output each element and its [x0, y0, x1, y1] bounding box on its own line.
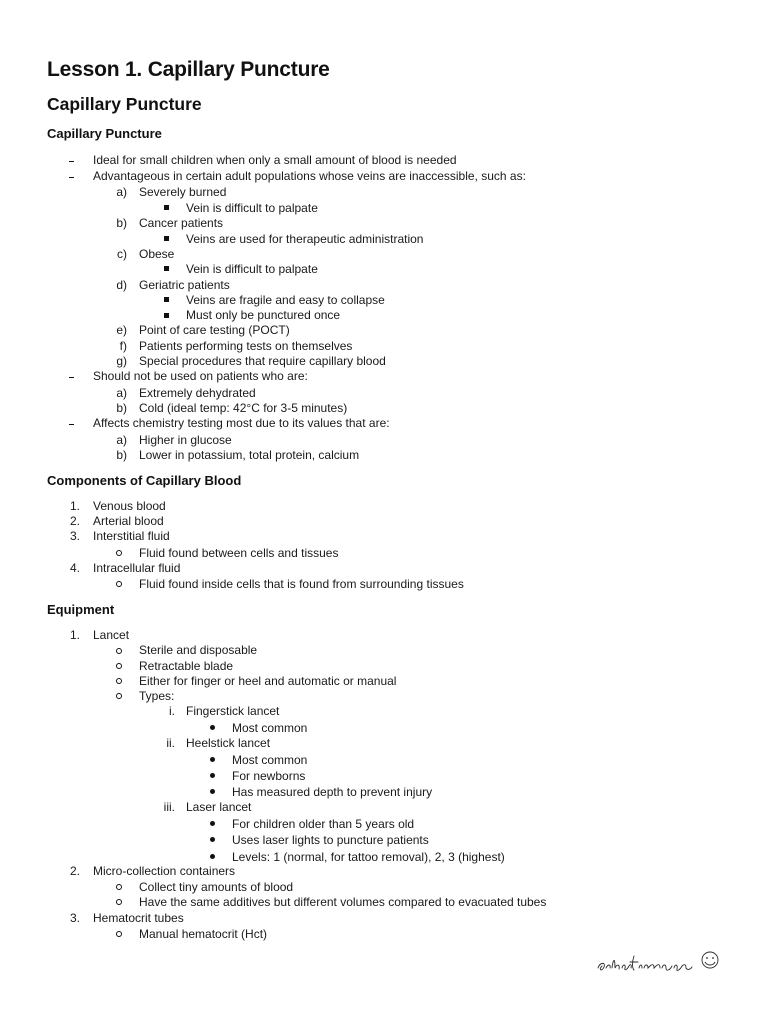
- list-item: Sterile and disposable: [139, 643, 258, 657]
- circle-bullet: [116, 581, 122, 587]
- section-title: Capillary Puncture: [47, 94, 202, 114]
- list-item: Arterial blood: [93, 514, 164, 528]
- list-item: Either for finger or heel and automatic or manual: [139, 674, 397, 688]
- list-marker: e): [116, 323, 127, 337]
- square-bullet: [164, 205, 169, 210]
- list-item: Fluid found inside cells that is found from surrounding tissues: [139, 577, 464, 591]
- dash-bullet: [69, 177, 74, 178]
- list-marker: b): [116, 216, 127, 230]
- circle-bullet: [116, 550, 122, 556]
- list-item: Interstitial fluid: [93, 529, 170, 543]
- list-item: Fluid found between cells and tissues: [139, 546, 339, 560]
- list-item: Affects chemistry testing most due to its values that are:: [93, 416, 390, 430]
- list-item: Higher in glucose: [139, 433, 232, 447]
- list-item: Patients performing tests on themselves: [139, 339, 353, 353]
- list-item: Heelstick lancet: [186, 736, 271, 750]
- list-marker: d): [116, 278, 127, 292]
- list-marker: b): [116, 448, 127, 462]
- list-marker: b): [116, 401, 127, 415]
- list-marker: iii.: [163, 800, 175, 814]
- square-bullet: [164, 266, 169, 271]
- list-item: For children older than 5 years old: [232, 817, 415, 831]
- list-item: Lancet: [93, 628, 130, 642]
- list-item: Special procedures that require capillary blood: [139, 354, 386, 368]
- list-marker: 3.: [69, 529, 80, 543]
- list-item: Cancer patients: [139, 216, 224, 230]
- circle-bullet: [116, 899, 122, 905]
- list-item: Types:: [139, 689, 175, 703]
- list-marker: i.: [169, 704, 175, 718]
- list-item: Severely burned: [139, 185, 227, 199]
- list-item: Geriatric patients: [139, 278, 230, 292]
- dot-bullet: [210, 757, 215, 762]
- list-item: Levels: 1 (normal, for tattoo removal), 2, 3 (highest): [232, 850, 505, 864]
- list-item: Cold (ideal temp: 42°C for 3-5 minutes): [139, 401, 348, 415]
- list-item: Veins are fragile and easy to collapse: [186, 293, 385, 307]
- list-item: Micro-collection containers: [93, 864, 236, 878]
- list-item: Most common: [232, 753, 308, 767]
- subheading-components: Components of Capillary Blood: [47, 473, 242, 488]
- circle-bullet: [116, 663, 122, 669]
- list-marker: a): [116, 185, 127, 199]
- list-item: Collect tiny amounts of blood: [139, 880, 294, 894]
- list-item: Obese: [139, 247, 175, 261]
- list-item: Vein is difficult to palpate: [186, 262, 318, 276]
- dash-bullet: [69, 424, 74, 425]
- list-item: Have the same additives but different volumes compared to evacuated tubes: [139, 895, 547, 909]
- list-item: Uses laser lights to puncture patients: [232, 833, 429, 847]
- circle-bullet: [116, 678, 122, 684]
- list-marker: ii.: [166, 736, 175, 750]
- circle-bullet: [116, 648, 122, 654]
- list-marker: f): [119, 339, 127, 353]
- list-marker: 3.: [69, 911, 80, 925]
- list-item: Ideal for small children when only a small amount of blood is needed: [93, 153, 457, 167]
- list-item: Extremely dehydrated: [139, 386, 256, 400]
- list-item: Veins are used for therapeutic administration: [186, 232, 424, 246]
- dash-bullet: [69, 161, 74, 162]
- dash-bullet: [69, 377, 74, 378]
- list-item: Fingerstick lancet: [186, 704, 280, 718]
- list-marker: 2.: [69, 864, 80, 878]
- dot-bullet: [210, 854, 215, 859]
- list-marker: g): [116, 354, 127, 368]
- list-marker: 1.: [69, 499, 80, 513]
- list-item: Lower in potassium, total protein, calcium: [139, 448, 360, 462]
- list-marker: 1.: [69, 628, 80, 642]
- dot-bullet: [210, 725, 215, 730]
- list-item: Venous blood: [93, 499, 166, 513]
- list-item: Should not be used on patients who are:: [93, 369, 308, 383]
- list-item: Point of care testing (POCT): [139, 323, 290, 337]
- list-item: Retractable blade: [139, 659, 234, 673]
- list-marker: c): [117, 247, 127, 261]
- square-bullet: [164, 313, 169, 318]
- dot-bullet: [210, 773, 215, 778]
- lesson-title: Lesson 1. Capillary Puncture: [47, 58, 330, 81]
- list-marker: a): [116, 386, 127, 400]
- dot-bullet: [210, 821, 215, 826]
- subheading-capillary-puncture: Capillary Puncture: [47, 126, 162, 141]
- dot-bullet: [210, 789, 215, 794]
- list-item: Has measured depth to prevent injury: [232, 785, 433, 799]
- list-marker: 4.: [69, 561, 80, 575]
- list-item: Vein is difficult to palpate: [186, 201, 318, 215]
- subheading-equipment: Equipment: [47, 602, 115, 617]
- square-bullet: [164, 297, 169, 302]
- square-bullet: [164, 236, 169, 241]
- list-marker: 2.: [69, 514, 80, 528]
- circle-bullet: [116, 693, 122, 699]
- list-item: Laser lancet: [186, 800, 252, 814]
- list-item: For newborns: [232, 769, 306, 783]
- list-item: Hematocrit tubes: [93, 911, 184, 925]
- list-item: Advantageous in certain adult populations whose veins are inaccessible, such as:: [93, 169, 526, 183]
- list-item: Must only be punctured once: [186, 308, 341, 322]
- list-item: Intracellular fluid: [93, 561, 181, 575]
- list-item: Most common: [232, 721, 308, 735]
- circle-bullet: [116, 884, 122, 890]
- circle-bullet: [116, 931, 122, 937]
- signature-logo: [596, 948, 726, 978]
- list-item: Manual hematocrit (Hct): [139, 927, 268, 941]
- dot-bullet: [210, 837, 215, 842]
- list-marker: a): [116, 433, 127, 447]
